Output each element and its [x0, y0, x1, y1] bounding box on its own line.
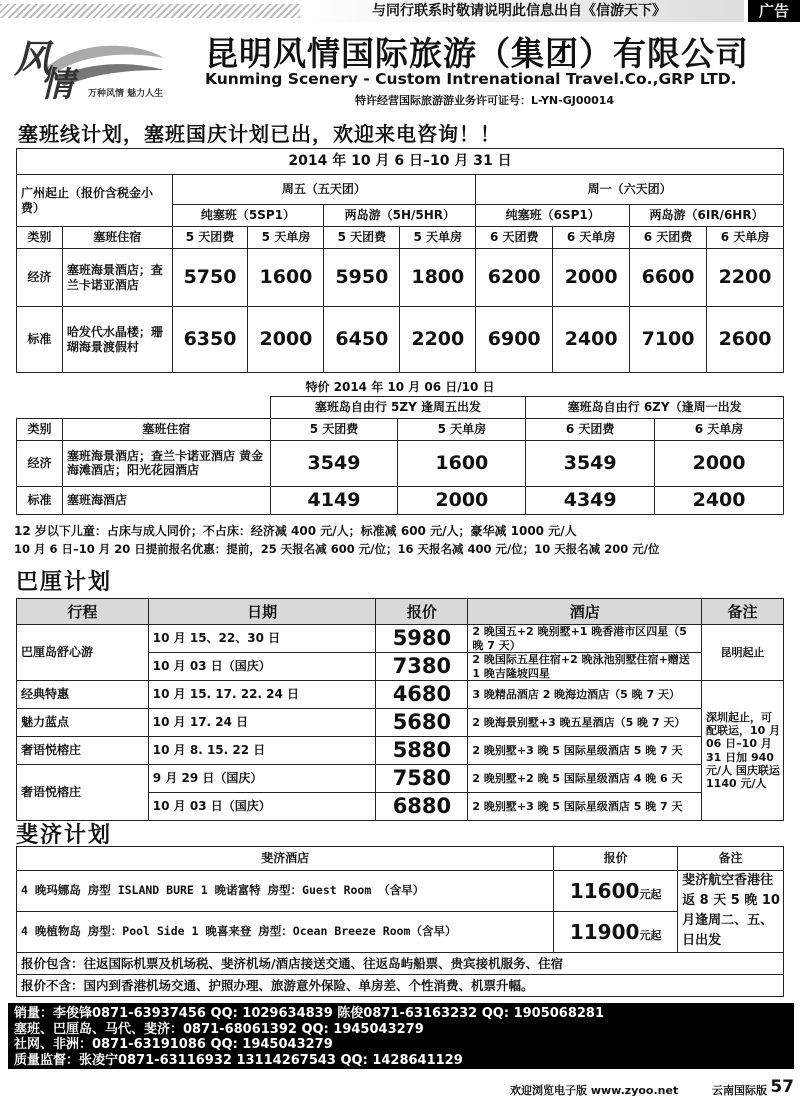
page-bottom [0, 1076, 800, 1100]
company-name-en: Kunming Scenery - Custom Intrenational Travel.Co.,GRP LTD. [205, 70, 737, 88]
row-hotel: 哈发代水晶楼；珊瑚海景渡假村 [62, 307, 172, 373]
route: 巴厘岛舒心游 [17, 625, 149, 681]
price-cell: 2000 [553, 249, 630, 307]
fee-head: 5 天团费 [270, 418, 398, 440]
date: 10 月 03 日（国庆） [148, 653, 376, 681]
fee-head: 6 天团费 [526, 418, 655, 440]
monday-group: 周一（六天团） [476, 175, 784, 205]
bali-table [16, 598, 784, 821]
table-row [17, 709, 784, 737]
fee-head: 5 天单房 [400, 227, 476, 249]
fee-head: 6 天单房 [655, 418, 784, 440]
table-row [17, 737, 784, 765]
special-title: 特价 2014 年 10 月 06 日/10 日 [305, 379, 495, 394]
date-range: 2014 年 10 月 6 日–10 月 31 日 [17, 149, 784, 175]
col-hotel: 斐济酒店 [17, 847, 554, 871]
date: 9 月 29 日（国庆） [148, 765, 376, 793]
company-name-cn: 昆明风情国际旅游（集团）有限公司 [205, 34, 749, 73]
fee-head: 6 天团费 [630, 227, 707, 249]
row-hotel: 塞班海景酒店；查兰卡诺亚酒店 [62, 249, 172, 307]
price-cell: 2200 [400, 307, 476, 373]
table-row [17, 440, 784, 486]
remark: 斐济航空香港往返 8 天 5 晚 10 月逢周二、五、日出发 [678, 871, 784, 953]
table-row [17, 911, 784, 952]
col-route: 行程 [17, 599, 149, 625]
price-cell [554, 911, 678, 952]
col-type: 类别 [17, 418, 63, 440]
price-excludes: 报价不含：国内到香港机场交通、护照办理、旅游意外保险、单房差、个性消费、机票升幅。 [17, 974, 784, 996]
fee-head: 5 天单房 [248, 227, 324, 249]
fee-head: 6 天团费 [476, 227, 553, 249]
price-cell: 7580 [376, 765, 468, 793]
fee-head: 6 天单房 [553, 227, 630, 249]
top-bar [0, 0, 800, 22]
early-bird-note: 10 月 6 日–10 月 20 日提前报名优惠：提前，25 天报名减 600 元/位；16 天报名减 400 元/位；10 天报名减 200 元/位 [14, 542, 660, 556]
price-cell: 3549 [526, 440, 655, 486]
fee-head: 5 天团费 [324, 227, 400, 249]
col-date: 日期 [148, 599, 376, 625]
contact-line: 质量监督：张凌宁0871-63116932 13114267543 QQ: 1428641129 [14, 1052, 463, 1068]
page-number: 57 [770, 1077, 794, 1097]
contact-line: 塞班、巴厘岛、马代、斐济：0871-68061392 QQ: 1945043279 [14, 1021, 424, 1037]
decorative-stripes [0, 4, 300, 18]
license-number: 特许经营国际旅游游业务许可证号：L-YN-GJ00014 [355, 94, 615, 107]
fiji-title: 斐济计划 [16, 823, 113, 848]
hotel: 2 晚国五+2 晚别墅+1 晚香港市区四星（5 晚 7 天） [468, 625, 702, 653]
fiji-table [16, 846, 784, 997]
subgroup-header: 纯塞班（6SP1） [476, 205, 630, 227]
fee-head: 5 天单房 [398, 418, 526, 440]
price-cell: 2200 [707, 249, 784, 307]
remark: 昆明起止 [702, 625, 784, 681]
row-hotel: 塞班海景酒店；查兰卡诺亚酒店 黄金海滩酒店；阳光花园酒店 [62, 440, 270, 486]
route: 魅力蓝点 [17, 709, 149, 737]
route: 奢语悦榕庄 [17, 737, 149, 765]
price-cell: 6880 [376, 793, 468, 821]
price-cell: 6350 [172, 307, 248, 373]
price-cell: 5680 [376, 709, 468, 737]
price-cell: 5980 [376, 625, 468, 653]
price: 11600 [569, 878, 640, 903]
subgroup-header: 两岛游（5H/5HR） [324, 205, 476, 227]
fee-head: 6 天单房 [707, 227, 784, 249]
logo-slogan: 万种风情 魅力人生 [88, 89, 164, 99]
header [0, 24, 800, 110]
subgroup-header: 两岛游（6IR/6HR） [630, 205, 784, 227]
price-cell: 6450 [324, 307, 400, 373]
saipan-special-table [16, 378, 784, 515]
contact-footer [8, 1003, 794, 1069]
edition-label: 云南国际版 [712, 1084, 767, 1097]
free5-header: 塞班岛自由行 5ZY 逢周五出发 [270, 396, 526, 418]
website-note: 欢迎浏览电子版 www.zyoo.net [510, 1084, 679, 1097]
source-notice: 与同行联系时敬请说明此信息出自《信游天下》 [300, 0, 744, 22]
bali-title: 巴厘计划 [16, 570, 113, 595]
col-hotel: 塞班住宿 [62, 227, 172, 249]
row-type: 经济 [17, 440, 63, 486]
fee-head: 5 天团费 [172, 227, 248, 249]
table-row [17, 249, 784, 307]
price-includes: 报价包含：往返国际机票及机场税、斐济机场/酒店接送交通、往返岛屿船票、贵宾接机服务、住宿 [17, 952, 784, 974]
saipan-banner: 塞班线计划，塞班国庆计划已出，欢迎来电咨询！！ [18, 122, 501, 146]
price-cell: 1600 [248, 249, 324, 307]
table-row [17, 681, 784, 709]
price-cell: 5880 [376, 737, 468, 765]
row-type: 标准 [17, 307, 63, 373]
table-row [17, 871, 784, 912]
subgroup-header: 纯塞班（5SP1） [172, 205, 324, 227]
price-unit: 元起 [639, 928, 662, 942]
hotel: 2 晚海景别墅+3 晚五星酒店（5 晚 7 天） [468, 709, 702, 737]
hotel: 2 晚国际五星住宿+2 晚泳池别墅住宿+赠送 1 晚吉隆坡四星 [468, 653, 702, 681]
price-cell: 4680 [376, 681, 468, 709]
price-cell: 2400 [553, 307, 630, 373]
price-cell: 2000 [655, 440, 784, 486]
date: 10 月 03 日（国庆） [148, 793, 376, 821]
child-note: 12 岁以下儿童：占床与成人同价；不占床：经济减 400 元/人；标准减 600 元/人；豪华减 1000 元/人 [14, 524, 577, 538]
col-price: 报价 [376, 599, 468, 625]
row-hotel: 塞班海酒店 [62, 486, 270, 514]
date: 10 月 15、22、30 日 [148, 625, 376, 653]
col-hotel: 酒店 [468, 599, 702, 625]
free6-header: 塞班岛自由行 6ZY（逢周一出发 [526, 396, 784, 418]
logo-char-2: 情 [40, 65, 74, 100]
price-unit: 元起 [639, 887, 662, 901]
price: 11900 [569, 919, 640, 944]
price-cell: 1600 [398, 440, 526, 486]
price-cell: 6600 [630, 249, 707, 307]
friday-group: 周五（五天团） [172, 175, 476, 205]
origin-note: 广州起止（报价含税金小费） [17, 175, 173, 227]
row-type: 标准 [17, 486, 63, 514]
price-cell: 6900 [476, 307, 553, 373]
date: 10 月 8. 15. 22 日 [148, 737, 376, 765]
col-remark: 备注 [702, 599, 784, 625]
table-row [17, 307, 784, 373]
price-cell: 3549 [270, 440, 398, 486]
col-type: 类别 [17, 227, 63, 249]
remark: 深圳起止，可配联运，10 月 06 日–10 月 31 日加 940 元/人 国庆联运 1140 元/人 [702, 681, 784, 821]
row-type: 经济 [17, 249, 63, 307]
contact-line: 销量：李俊锋0871-63937456 QQ: 1029634839 陈俊0871-63163232 QQ: 1905068281 [14, 1006, 605, 1021]
price-cell: 2400 [655, 486, 784, 514]
price-cell: 6200 [476, 249, 553, 307]
price-cell: 7100 [630, 307, 707, 373]
col-price: 报价 [554, 847, 678, 871]
saipan-price-table [16, 148, 784, 373]
hotel: 2 晚别墅+3 晚 5 国际星级酒店 5 晚 7 天 [468, 737, 702, 765]
company-logo [14, 30, 174, 100]
price-cell: 2000 [248, 307, 324, 373]
contact-line: 社网、非洲：0871-63191086 QQ: 1945043279 [14, 1037, 333, 1052]
table-row [17, 486, 784, 514]
table-row [17, 765, 784, 793]
price-cell [554, 871, 678, 912]
price-cell: 2000 [398, 486, 526, 514]
price-cell: 4149 [270, 486, 398, 514]
route: 奢语悦榕庄 [17, 765, 149, 821]
price-cell: 4349 [526, 486, 655, 514]
table-row [17, 625, 784, 653]
ad-label: 广告 [748, 0, 800, 22]
col-hotel: 塞班住宿 [62, 418, 270, 440]
price-cell: 7380 [376, 653, 468, 681]
price-cell: 5750 [172, 249, 248, 307]
hotel: 2 晚别墅+3 晚 5 国际星级酒店 5 晚 7 天 [468, 793, 702, 821]
price-cell: 2600 [707, 307, 784, 373]
price-cell: 1800 [400, 249, 476, 307]
logo-char-1: 风 [14, 36, 53, 81]
col-remark: 备注 [678, 847, 784, 871]
hotel: 3 晚精品酒店 2 晚海边酒店（5 晚 7 天） [468, 681, 702, 709]
date: 10 月 17. 24 日 [148, 709, 376, 737]
hotel: 4 晚植物岛 房型：Pool Side 1 晚喜来登 房型：Ocean Breeze Room（含早） [17, 911, 554, 952]
route: 经典特惠 [17, 681, 149, 709]
hotel: 2 晚别墅+2 晚 5 国际星级酒店 4 晚 6 天 [468, 765, 702, 793]
price-cell: 5950 [324, 249, 400, 307]
hotel: 4 晚玛娜岛 房型 ISLAND BURE 1 晚诺富特 房型：Guest Room （含早） [17, 871, 554, 912]
date: 10 月 15. 17. 22. 24 日 [148, 681, 376, 709]
